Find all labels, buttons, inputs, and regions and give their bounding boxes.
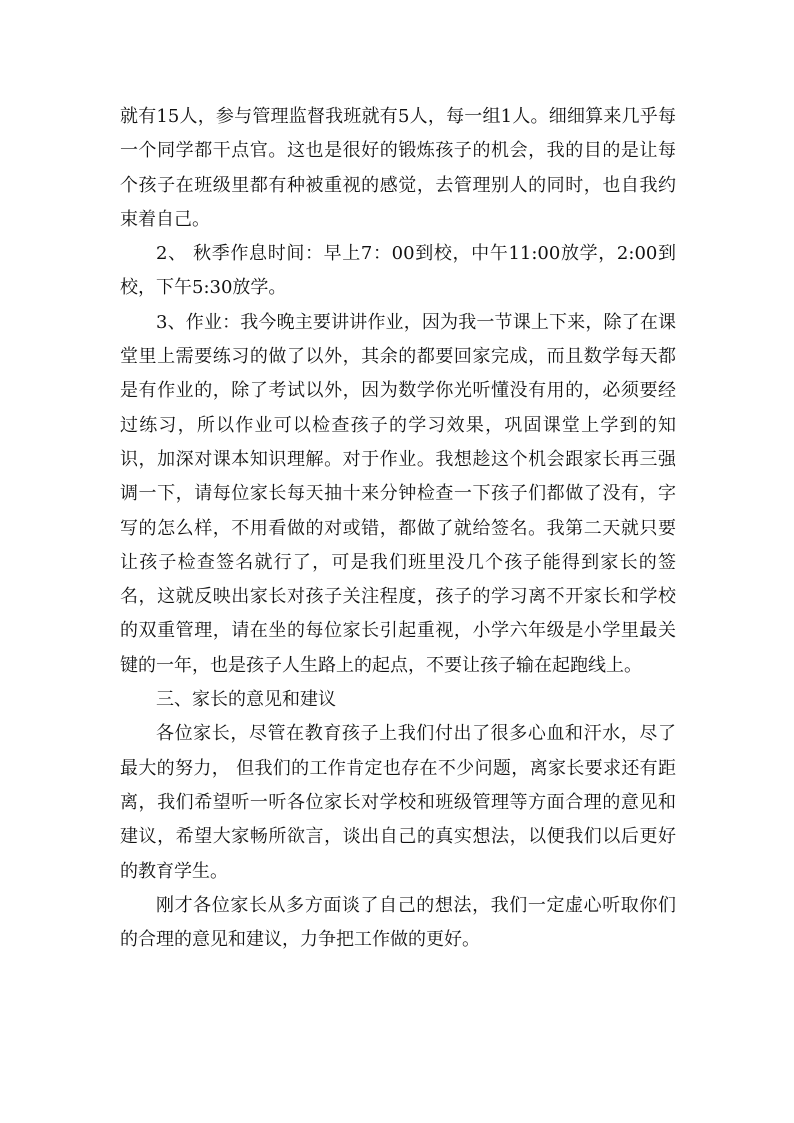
- paragraph-homework: 3、作业：我今晚主要讲讲作业，因为我一节课上下来，除了在课堂里上需要练习的做了以外，其余的都要回家完成，而且数学每天都是有作业的，除了考试以外，因为数学你光听懂没有用的，必须要经过练习，所以作业可以检查孩子的学习效果，巩固课堂上学到的知识，加深对课本知识理解。对于作业。我想趁这个机会跟家长再三强调一下，请每位家长每天抽十来分钟检查一下孩子们都做了没有，字写的怎么样，不用看做的对或错，都做了就给签名。我第二天就只要让孩子检查签名就行了，可是我们班里没几个孩子能得到家长的签名，这就反映出家长对孩子关注程度，孩子的学习离不开家长和学校的双重管理，请在坐的每位家长引起重视，小学六年级是小学里最关键的一年，也是孩子人生路上的起点，不要让孩子输在起跑线上。: [120, 311, 676, 676]
- paragraph-parent-feedback: 各位家长，尽管在教育孩子上我们付出了很多心血和汗水，尽了最大的努力， 但我们的工作肯定也存在不少问题，离家长要求还有距离，我们希望听一听各位家长对学校和班级管理等方面合理的意见和建议，希望大家畅所欲言，谈出自己的真实想法，以便我们以后更好的教育学生。: [120, 723, 676, 882]
- paragraph-class-roles: 就有15人，参与管理监督我班就有5人，每一组1人。细细算来几乎每一个同学都干点官。这也是很好的锻炼孩子的机会，我的目的是让每个孩子在班级里都有种被重视的感觉，去管理别人的同时，也自我约束着自己。: [120, 106, 676, 230]
- paragraph-schedule: 2、 秋季作息时间：早上7：00到校，中午11:00放学，2:00到校，下午5:30放学。: [120, 243, 676, 299]
- section-heading-parent-feedback: 三、家长的意见和建议: [156, 689, 336, 711]
- paragraph-closing: 刚才各位家长从多方面谈了自己的想法，我们一定虚心听取你们的合理的意见和建议，力争把工作做的更好。: [120, 894, 676, 951]
- document-body: [120, 100, 676, 957]
